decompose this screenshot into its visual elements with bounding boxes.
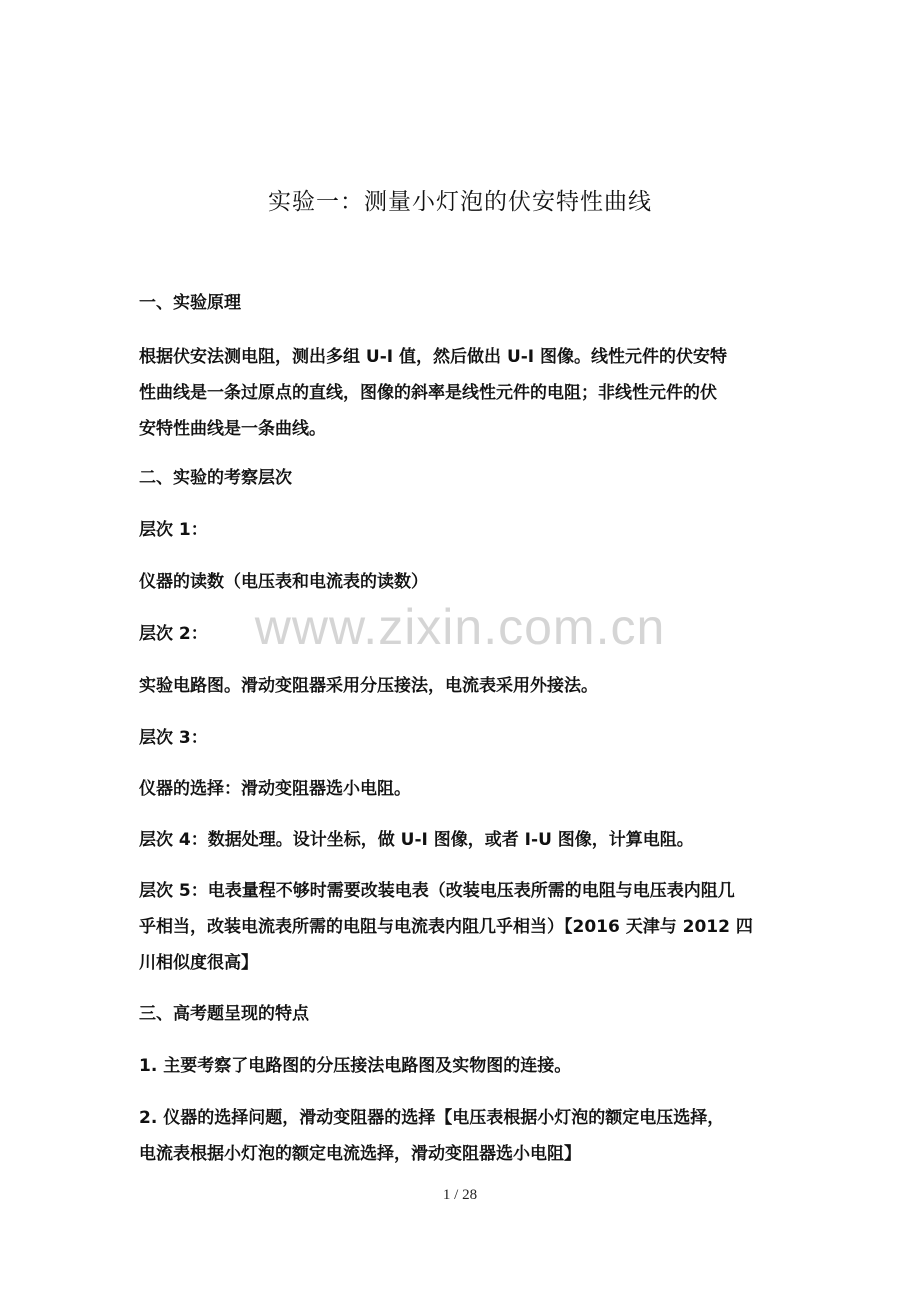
level-2-text: 实验电路图。滑动变阻器采用分压接法，电流表采用外接法。: [139, 676, 598, 696]
level-1-text: 仪器的读数（电压表和电流表的读数）: [139, 572, 428, 592]
document-title: 实验一：测量小灯泡的伏安特性曲线: [268, 189, 652, 215]
level-5-paragraph: [139, 873, 789, 981]
level-5-line-3: 川相似度很高】: [139, 953, 258, 973]
section-heading-features: 三、高考题呈现的特点: [139, 1004, 309, 1024]
watermark-text: www.zixin.com.cn: [254, 599, 666, 655]
feature-item-1: 1. 主要考察了电路图的分压接法电路图及实物图的连接。: [139, 1056, 572, 1076]
level-2-label: 层次 2：: [139, 624, 208, 644]
feature-item-2-line-1: 2. 仪器的选择问题，滑动变阻器的选择【电压表根据小灯泡的额定电压选择，: [139, 1108, 725, 1128]
principle-line-3: 安特性曲线是一条曲线。: [139, 419, 326, 439]
level-5-line-2: 乎相当，改装电流表所需的电阻与电流表内阻几乎相当）【2016 天津与 2012 四: [139, 917, 753, 937]
section-heading-principle: 一、实验原理: [139, 293, 241, 313]
section-heading-levels: 二、实验的考察层次: [139, 468, 292, 488]
level-3-label: 层次 3：: [139, 728, 208, 748]
page-number: 1 / 28: [442, 1187, 478, 1203]
principle-line-2: 性曲线是一条过原点的直线，图像的斜率是线性元件的电阻；非线性元件的伏: [139, 383, 717, 403]
feature-item-2: [139, 1100, 789, 1172]
principle-paragraph: [139, 339, 789, 447]
level-3-text: 仪器的选择：滑动变阻器选小电阻。: [139, 779, 411, 799]
level-4-text: 层次 4：数据处理。设计坐标，做 U-I 图像，或者 I-U 图像，计算电阻。: [139, 830, 694, 850]
feature-item-2-line-2: 电流表根据小灯泡的额定电流选择，滑动变阻器选小电阻】: [139, 1144, 581, 1164]
level-1-label: 层次 1：: [139, 520, 208, 540]
principle-line-1: 根据伏安法测电阻，测出多组 U-I 值，然后做出 U-I 图像。线性元件的伏安特: [139, 347, 728, 367]
level-5-line-1: 层次 5：电表量程不够时需要改装电表（改装电压表所需的电阻与电压表内阻几: [139, 881, 735, 901]
